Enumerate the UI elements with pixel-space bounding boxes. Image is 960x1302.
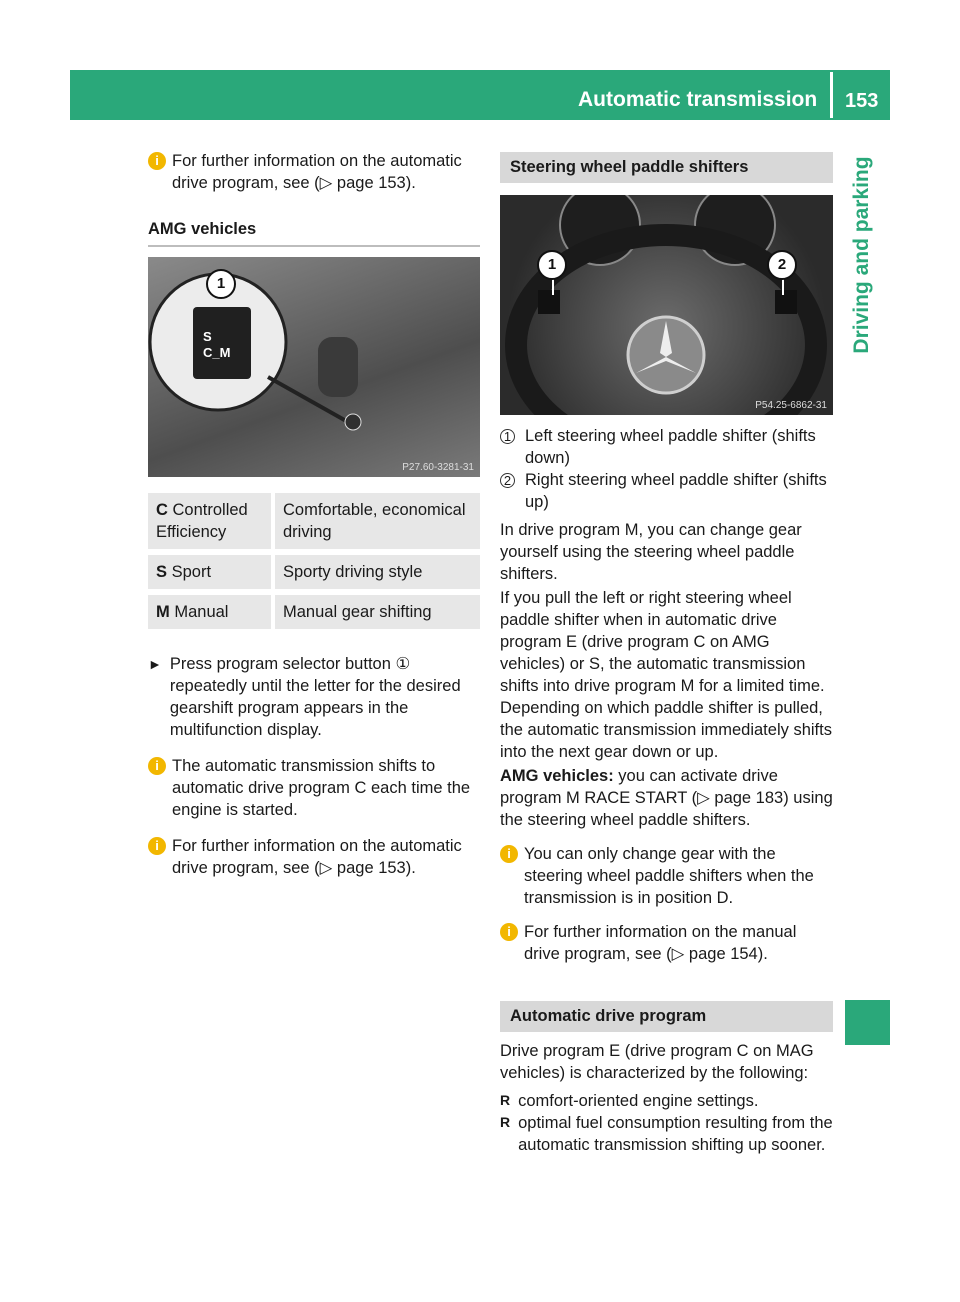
description-cell: Sporty driving style	[275, 555, 480, 589]
selector-button-photo	[148, 257, 480, 477]
info-note	[500, 843, 833, 909]
instruction-text: Press program selector button ① repeatedly until the letter for the desired gearshift program appears in the multifunction display.	[169, 655, 461, 739]
photo-reference: P27.60-3281-31	[402, 462, 474, 473]
selector-button-label: S C_M	[203, 329, 231, 360]
info-icon: i	[500, 845, 518, 863]
steering-wheel-photo	[500, 195, 833, 415]
callout-2: 2	[767, 250, 797, 280]
info-note	[148, 150, 480, 194]
section-heading: Steering wheel paddle shifters	[500, 152, 833, 183]
list-text: comfort-oriented engine settings.	[518, 1092, 759, 1110]
callout-1: 1	[206, 269, 236, 299]
info-text: You can only change gear with the steering wheel paddle shifters when the transmission is in position D.	[524, 845, 814, 907]
info-note	[148, 835, 480, 879]
instruction-step	[148, 653, 480, 741]
info-text: The automatic transmission shifts to automatic drive program C each time the engine is started.	[172, 757, 471, 819]
page-title: Automatic transmission	[578, 88, 818, 111]
bullet-icon: R	[500, 1114, 511, 1130]
info-icon: i	[148, 837, 166, 855]
header-divider	[830, 72, 833, 118]
list-item	[500, 1112, 833, 1156]
info-text: For further information on the manual drive program, see (▷ page 154).	[524, 923, 797, 963]
callout-number: 2	[500, 473, 515, 488]
body-paragraph: AMG vehicles: you can activate drive program M RACE START (▷ page 183) using the steering wheel paddle shifters.	[500, 767, 833, 829]
legend-item	[500, 469, 833, 513]
table-row	[148, 595, 480, 629]
body-paragraph: Drive program E (drive program C on MAG vehicles) is characterized by the following:	[500, 1042, 814, 1082]
info-text: For further information on the automatic drive program, see (▷ page 153).	[172, 152, 462, 192]
table-row	[148, 493, 480, 549]
bullet-icon: R	[500, 1092, 511, 1108]
legend-text: Right steering wheel paddle shifter (shifts up)	[525, 471, 827, 511]
callout-1: 1	[537, 250, 567, 280]
right-column	[500, 152, 833, 1156]
description-cell: Manual gear shifting	[275, 595, 480, 629]
body-paragraph: If you pull the left or right steering wheel paddle shifter when in automatic drive program E (drive program C on AMG vehicles) or S, the automatic transmission shifts into drive program M for a limited time. Depending on which paddle shifter is pulled, the automatic transmission immediately shifts into the next gear down or up.	[500, 589, 832, 761]
info-note	[500, 921, 833, 965]
arrow-icon: ►	[148, 656, 162, 672]
photo-reference: P54.25-6862-31	[755, 400, 827, 411]
drive-program-table	[148, 487, 480, 635]
table-row	[148, 555, 480, 589]
mode-cell: M Manual	[148, 595, 275, 629]
page-number: 153	[845, 90, 879, 112]
info-icon: i	[500, 923, 518, 941]
selector-illustration	[148, 257, 480, 477]
list-text: optimal fuel consumption resulting from the automatic transmission shifting up sooner.	[518, 1114, 833, 1154]
section-heading: Automatic drive program	[500, 1001, 833, 1032]
chapter-marker	[845, 1000, 890, 1045]
info-note	[148, 755, 480, 821]
legend-item	[500, 425, 833, 469]
info-icon: i	[148, 152, 166, 170]
legend-text: Left steering wheel paddle shifter (shifts down)	[525, 427, 816, 467]
description-cell: Comfortable, economical driving	[275, 493, 480, 549]
mode-cell: S Sport	[148, 555, 275, 589]
steering-wheel-illustration	[500, 195, 833, 415]
chapter-label: Driving and parking	[850, 156, 873, 354]
mode-cell: C Controlled Efficiency	[148, 493, 275, 549]
body-paragraph: In drive program M, you can change gear yourself using the steering wheel paddle shifters.	[500, 521, 802, 583]
callout-number: 1	[500, 429, 515, 444]
info-text: For further information on the automatic drive program, see (▷ page 153).	[172, 837, 462, 877]
list-item	[500, 1090, 833, 1112]
left-column	[148, 150, 480, 879]
amg-vehicles-heading: AMG vehicles	[148, 220, 480, 247]
info-icon: i	[148, 757, 166, 775]
